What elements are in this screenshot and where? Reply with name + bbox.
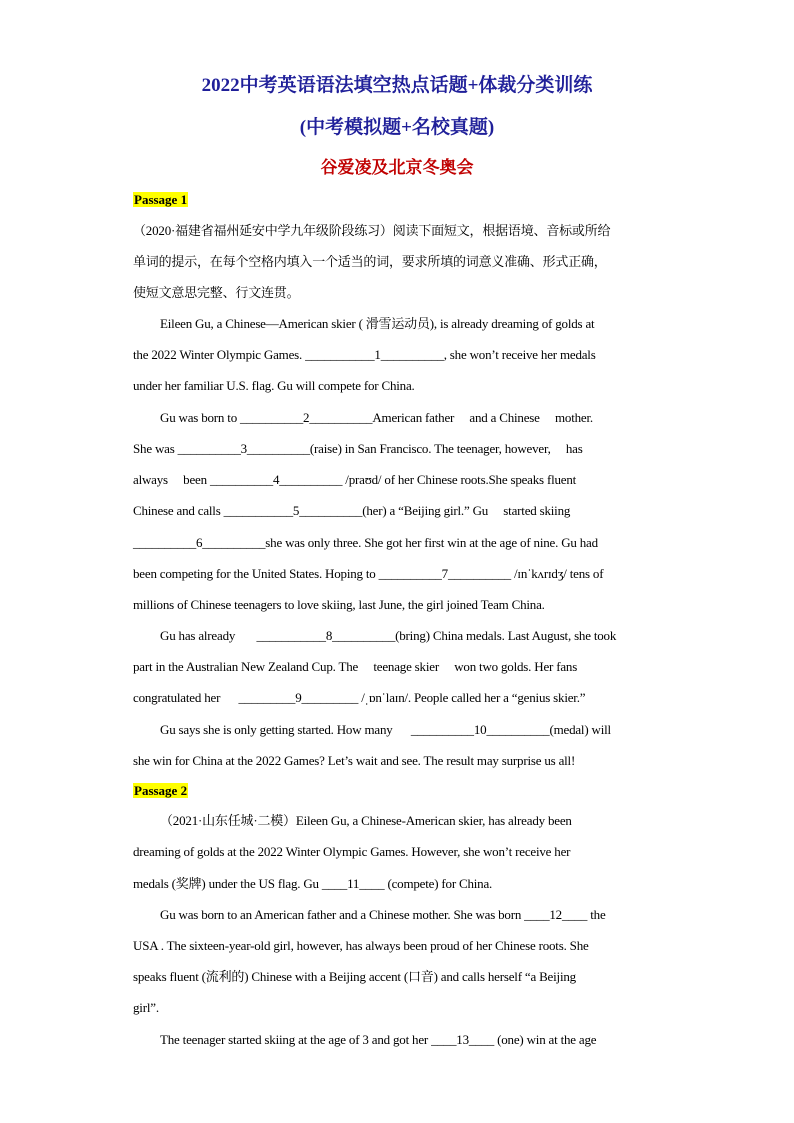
passage-1-instruction-line: 单词的提示，在每个空格内填入一个适当的词，要求所填的词意义准确、形式正确， — [133, 254, 607, 269]
passage-1-instruction-line: （2020·福建省福州延安中学九年级阶段练习）阅读下面短文，根据语境、音标或所给 — [133, 223, 611, 238]
passage-1-text-line: Chinese and calls ___________5__________(her) a “Beijing girl.” Gu started skiing — [133, 503, 571, 518]
passage-2-text-line: medals (奖牌) under the US flag. Gu ____11____ (compete) for China. — [133, 876, 493, 891]
passage-2-text-line: （2021·山东任城·二模）Eileen Gu, a Chinese-American skier, has already been — [160, 813, 572, 828]
document-title: 2022中考英语语法填空热点话题+体裁分类训练 — [201, 75, 593, 96]
passage-2-text-line: speaks fluent (流利的) Chinese with a Beijing accent (口音) and calls herself “a Beijing — [133, 969, 576, 984]
passage-2-text-line: girl”. — [133, 1000, 159, 1015]
passage-1-text-line: been competing for the United States. Hoping to __________7__________ /ɪnˈkʌrɪdʒ/ tens of — [133, 566, 604, 581]
passage-2-text-line: Gu was born to an American father and a Chinese mother. She was born ____12____ the — [160, 907, 606, 922]
passage-2-text-line: USA . The sixteen-year-old girl, however, has always been proud of her Chinese roots. She — [133, 938, 589, 953]
passage-1-label: Passage 1 — [134, 192, 188, 207]
passage-2-text-line: dreaming of golds at the 2022 Winter Olympic Games. However, she won’t receive her — [133, 844, 571, 859]
passage-1-text-line: always been __________4__________ /praʊd/ of her Chinese roots.She speaks fluent — [133, 472, 577, 487]
passage-1-text-line: She was __________3__________(raise) in San Francisco. The teenager, however, has — [133, 441, 583, 456]
passage-1-instruction-line: 使短文意思完整、行文连贯。 — [133, 285, 300, 300]
document-subtitle: (中考模拟题+名校真题) — [299, 117, 495, 138]
passage-2-text-line: The teenager started skiing at the age of 3 and got her ____13____ (one) win at the age — [160, 1032, 597, 1047]
passage-1-text-line: Gu has already ___________8__________(bring) China medals. Last August, she took — [160, 628, 617, 643]
topic-heading: 谷爱凌及北京冬奥会 — [320, 158, 474, 177]
passage-1-text-line: Gu says she is only getting started. How many __________10__________(medal) will — [160, 722, 611, 737]
passage-1-text-line: the 2022 Winter Olympic Games. ___________1__________, she won’t receive her medals — [133, 347, 596, 362]
passage-1-text-line: part in the Australian New Zealand Cup. The teenage skier won two golds. Her fans — [133, 659, 578, 674]
passage-1-text-line: Gu was born to __________2__________American father and a Chinese mother. — [160, 410, 593, 425]
passage-1-text-line: she win for China at the 2022 Games? Let’s wait and see. The result may surprise us all! — [133, 753, 576, 768]
passage-2-label: Passage 2 — [134, 783, 188, 798]
passage-1-text-line: Eileen Gu, a Chinese—American skier ( 滑雪运动员), is already dreaming of golds at — [160, 316, 595, 331]
passage-1-text-line: __________6__________she was only three. She got her first win at the age of nine. Gu had — [133, 535, 598, 550]
passage-1-text-line: congratulated her _________9_________ /ˌɒnˈlaɪn/. People called her a “genius skier.” — [133, 690, 586, 705]
passage-1-text-line: millions of Chinese teenagers to love skiing, last June, the girl joined Team China. — [133, 597, 545, 612]
passage-1-text-line: under her familiar U.S. flag. Gu will compete for China. — [133, 378, 415, 393]
